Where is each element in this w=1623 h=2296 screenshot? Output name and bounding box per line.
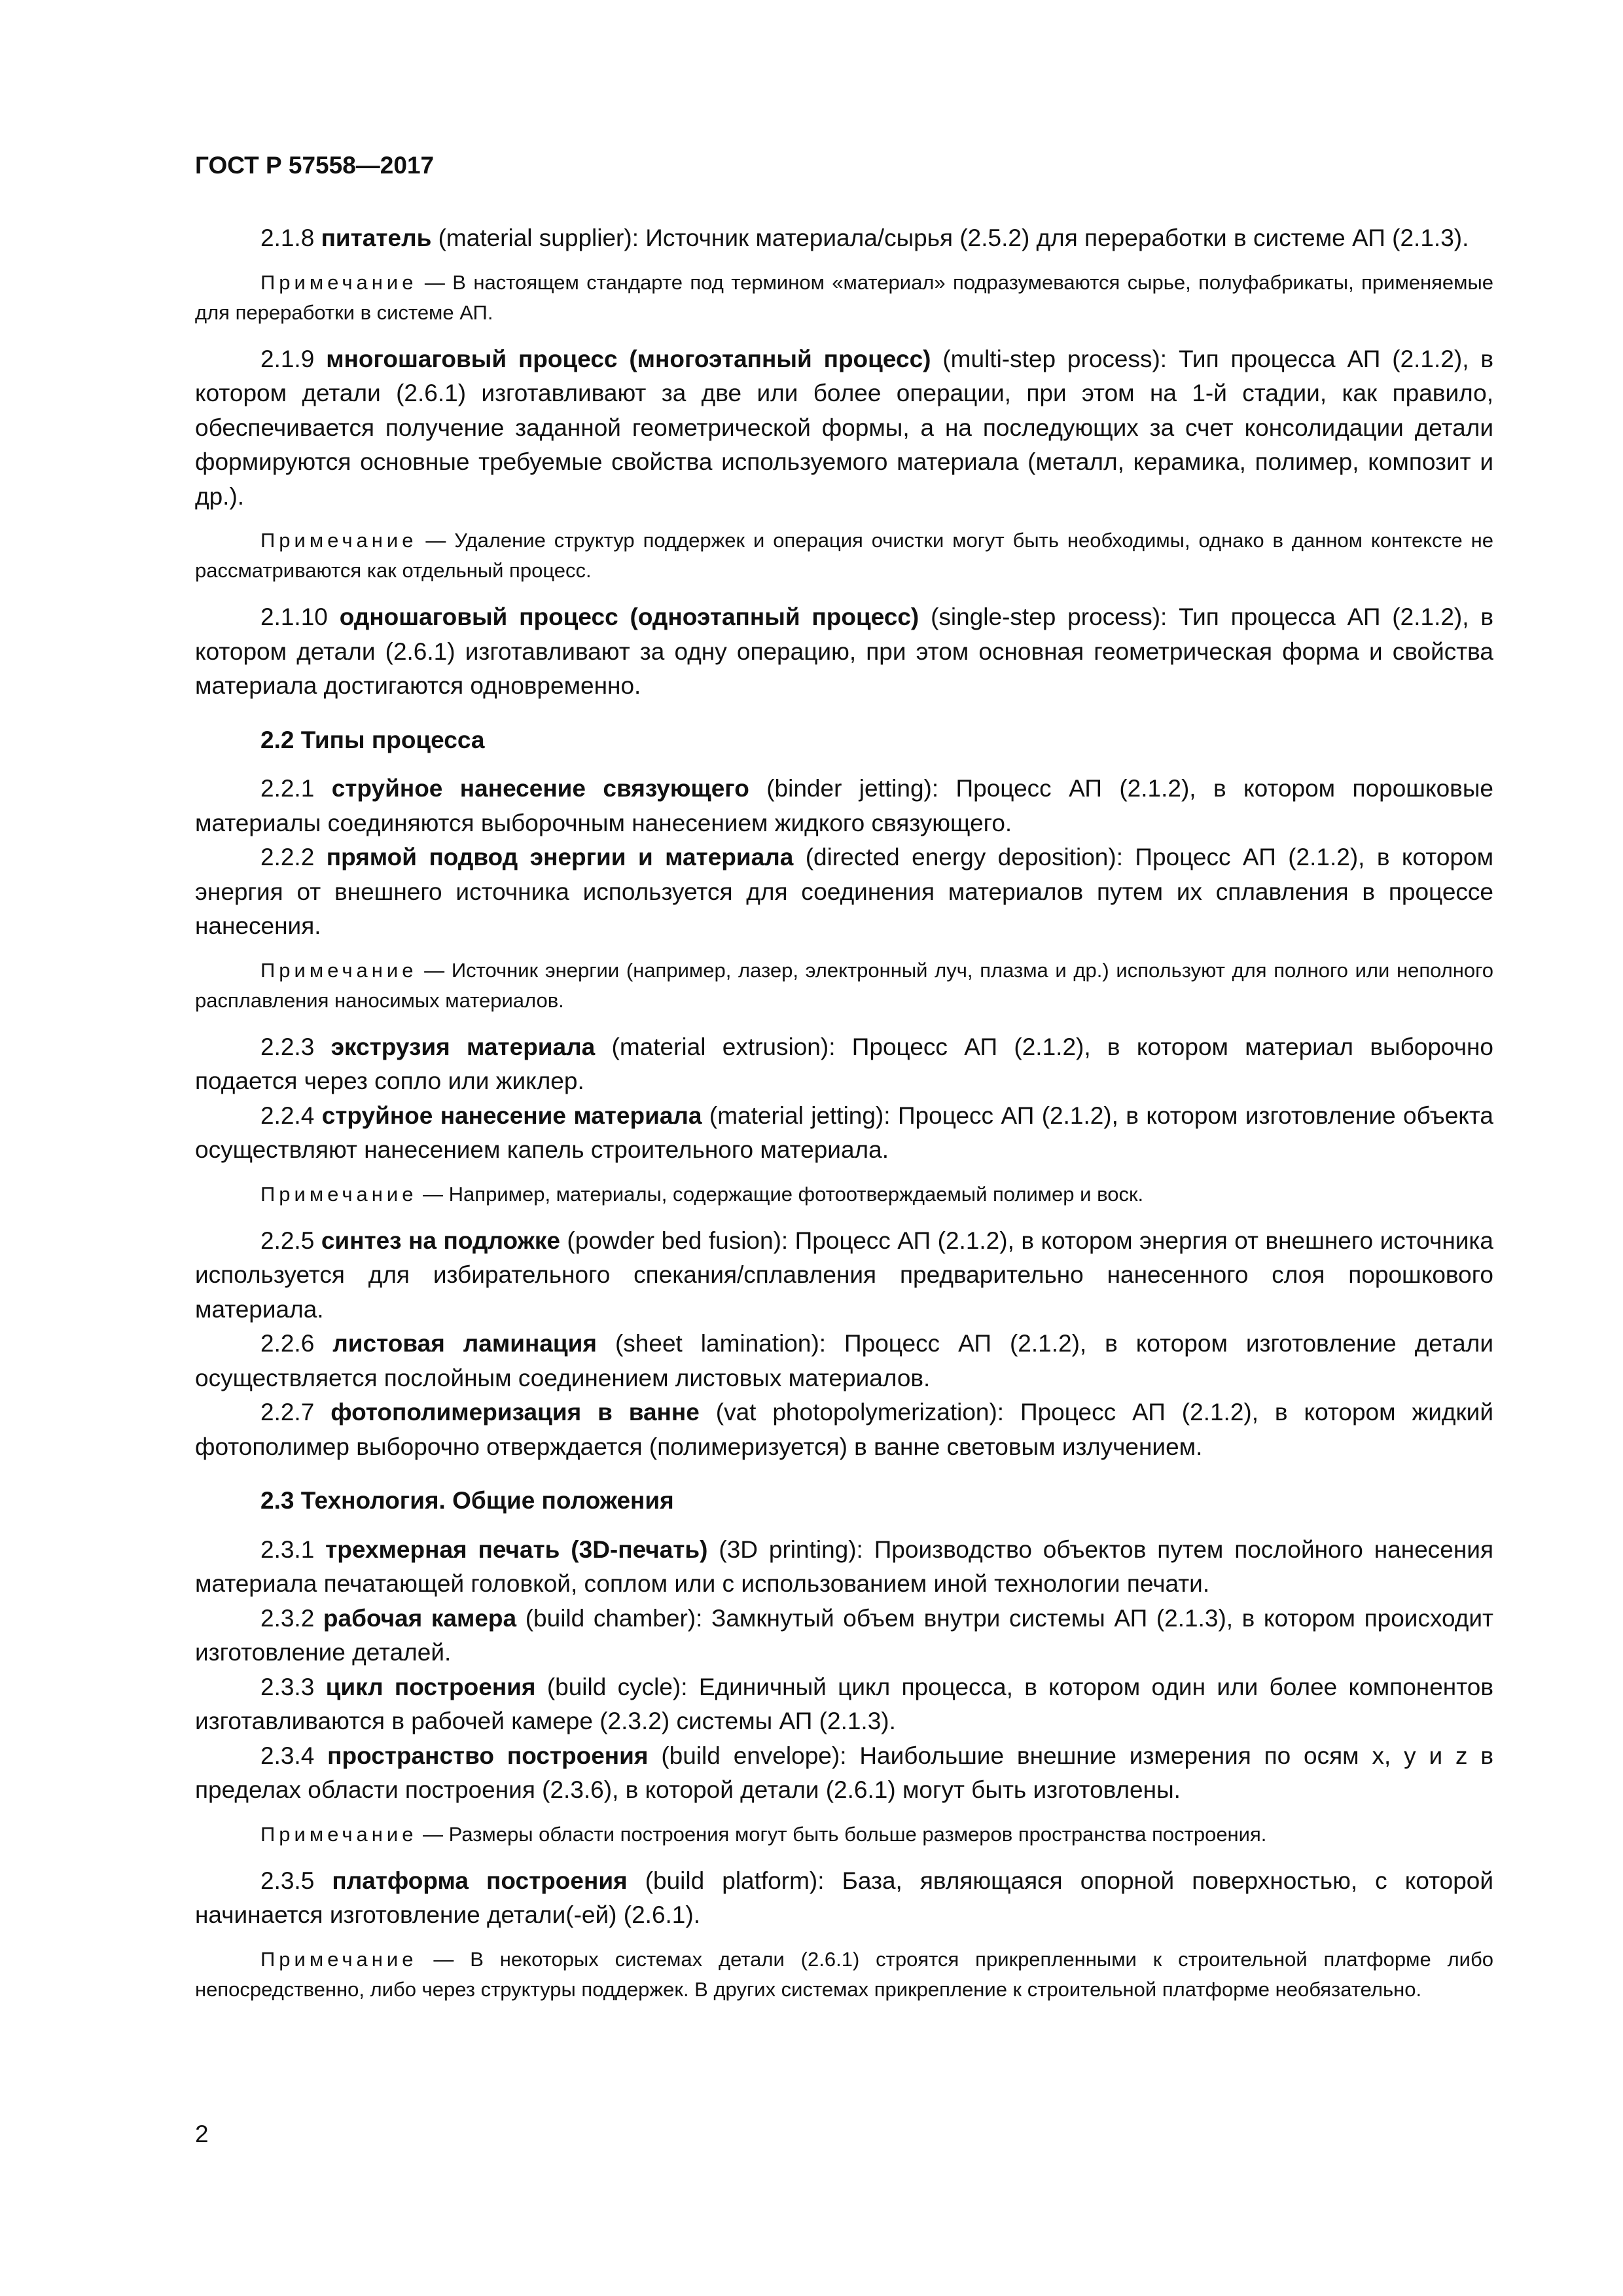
definition-text: (sheet lamination): Процесс АП (2.1.2), в котором изготовление детали осуществляется послойным соединением листовых материалов. <box>195 1330 1493 1391</box>
section-number: 2.2 <box>260 726 294 753</box>
term: струйное нанесение материала <box>321 1102 702 1129</box>
clause-number: 2.3.3 <box>260 1673 315 1700</box>
term: прямой подвод энергии и материала <box>326 844 794 870</box>
page-number: 2 <box>195 2121 209 2147</box>
term-definition <box>195 342 1493 514</box>
term-definition <box>195 600 1493 704</box>
term: экструзия материала <box>330 1033 596 1060</box>
note-text: В настоящем стандарте под термином «материал» подразумеваются сырье, полуфабрикаты, применяемые для переработки в системе АП. <box>195 270 1493 324</box>
clause-number: 2.1.10 <box>260 603 328 630</box>
document-body <box>195 221 1493 2019</box>
term: листовая ламинация <box>332 1330 597 1357</box>
definition-text: (build envelope): Наибольшие внешние измерения по осям x, y и z в пределах области построения (2.3.6), в которой детали (2.6.1) могут быть изготовлены. <box>195 1742 1494 1803</box>
section-title: Типы процесса <box>300 726 485 753</box>
clause-number: 2.3.5 <box>260 1867 315 1894</box>
note-label: Примечание <box>260 1822 418 1846</box>
note-text: Размеры области построения могут быть больше размеров пространства построения. <box>448 1822 1267 1846</box>
note <box>195 268 1493 328</box>
definition-text: (material extrusion): Процесс АП (2.1.2), в котором материал выборочно подается через сопло или жиклер. <box>195 1033 1493 1094</box>
term-definition <box>195 1864 1493 1933</box>
term: пространство построения <box>327 1742 649 1769</box>
definition-text: (directed energy deposition): Процесс АП (2.1.2), в котором энергия от внешнего источника используется для соединения материалов путем их сплавления в процессе нанесения. <box>195 844 1494 939</box>
term-definition <box>195 1395 1493 1464</box>
clause-number: 2.2.1 <box>260 775 315 802</box>
note-text: Например, материалы, содержащие фотоотверждаемый полимер и воск. <box>448 1182 1144 1206</box>
term-definition <box>195 1224 1493 1327</box>
note-label: Примечание <box>260 1182 418 1206</box>
section-heading <box>195 723 1493 758</box>
note-label: Примечание <box>260 1947 418 1971</box>
note-text: Источник энергии (например, лазер, электронный луч, плазма и др.) используют для полного или неполного расплавления наносимых материалов. <box>195 958 1493 1012</box>
term: рабочая камера <box>323 1604 517 1632</box>
section-title: Технология. Общие положения <box>300 1487 674 1514</box>
note-dash: — <box>417 1182 449 1206</box>
note-text: В некоторых системах детали (2.6.1) строятся прикрепленными к строительной платформе либо непосредственно, либо через структуры поддержек. В других системах прикрепление к строительной платформе необязательно. <box>195 1947 1493 2001</box>
term: струйное нанесение связующего <box>331 775 749 802</box>
document-code: ГОСТ Р 57558—2017 <box>195 152 435 179</box>
term-definition <box>195 1602 1493 1670</box>
clause-number: 2.2.2 <box>260 844 315 870</box>
clause-number: 2.2.4 <box>260 1102 315 1129</box>
note-dash: — <box>417 270 453 294</box>
definition-text: (build chamber): Замкнутый объем внутри системы АП (2.1.3), в котором происходит изготовление деталей. <box>195 1604 1494 1666</box>
note-dash: — <box>417 1947 471 1971</box>
clause-number: 2.1.9 <box>260 345 315 372</box>
definition-text: (multi-step process): Тип процесса АП (2.1.2), в котором детали (2.6.1) изготавливают за две или более операции, при этом на 1-й стадии, как правило, обеспечивается получение заданной геометрической формы, а на последующих за счет консолидации детали формируются основные требуемые свойства используемого материала (металл, керамика, полимер, композит и др.). <box>195 345 1494 510</box>
clause-number: 2.3.1 <box>260 1535 315 1563</box>
note-label: Примечание <box>260 958 418 982</box>
note <box>195 1820 1493 1850</box>
term-definition <box>195 772 1493 840</box>
term-definition <box>195 1099 1493 1168</box>
definition-text: (binder jetting): Процесс АП (2.1.2), в котором порошковые материалы соединяются выборочным нанесением жидкого связующего. <box>195 775 1493 836</box>
note <box>195 1945 1493 2005</box>
clause-number: 2.2.6 <box>260 1330 315 1357</box>
term: платформа построения <box>332 1867 628 1894</box>
section-heading <box>195 1484 1493 1518</box>
clause-number: 2.1.8 <box>260 224 315 251</box>
term-definition <box>195 1030 1493 1099</box>
definition-text: (build cycle): Единичный цикл процесса, в котором один или более компонентов изготавливаются в рабочей камере (2.3.2) системы АП (2.1.3). <box>195 1673 1494 1734</box>
term: питатель <box>321 224 432 251</box>
term: фотополимеризация в ванне <box>330 1399 700 1426</box>
clause-number: 2.2.3 <box>260 1033 315 1060</box>
clause-number: 2.3.4 <box>260 1742 315 1769</box>
definition-text: (3D printing): Производство объектов путем послойного нанесения материала печатающей головкой, соплом или с использованием иной технологии печати. <box>195 1535 1493 1597</box>
definition-text: (material jetting): Процесс АП (2.1.2), в котором изготовление объекта осуществляют нанесением капель строительного материала. <box>195 1102 1494 1163</box>
note-dash: — <box>417 1822 449 1846</box>
clause-number: 2.2.5 <box>260 1227 315 1254</box>
term: цикл построения <box>325 1673 536 1700</box>
term-definition <box>195 1739 1493 1808</box>
term-definition <box>195 221 1493 256</box>
section-number: 2.3 <box>260 1487 294 1514</box>
note <box>195 956 1493 1016</box>
definition-text: (material supplier): Источник материала/сырья (2.5.2) для переработки в системе АП (2.1.3). <box>431 224 1469 251</box>
term: синтез на подложке <box>321 1227 560 1254</box>
term: трехмерная печать (3D-печать) <box>325 1535 708 1563</box>
note-dash: — <box>417 529 455 552</box>
definition-text: (powder bed fusion): Процесс АП (2.1.2), в котором энергия от внешнего источника используется для избирательного спекания/сплавления предварительно нанесенного слоя порошкового материала. <box>195 1227 1494 1323</box>
note-dash: — <box>417 958 452 982</box>
note-label: Примечание <box>260 529 418 552</box>
note <box>195 1179 1493 1210</box>
term-definition <box>195 1670 1493 1739</box>
clause-number: 2.3.2 <box>260 1604 315 1632</box>
definition-text: (single-step process): Тип процесса АП (2.1.2), в котором детали (2.6.1) изготавливают за одну операцию, при этом основная геометрическая форма и свойства материала достигаются одновременно. <box>195 603 1494 699</box>
note <box>195 526 1493 586</box>
term-definition <box>195 1327 1493 1395</box>
note-label: Примечание <box>260 270 418 294</box>
term: многошаговый процесс (многоэтапный процесс) <box>326 345 931 372</box>
clause-number: 2.2.7 <box>260 1399 315 1426</box>
definition-text: (vat photopolymerization): Процесс АП (2.1.2), в котором жидкий фотополимер выборочно отверждается (полимеризуется) в ванне световым излучением. <box>195 1399 1494 1460</box>
term: одношаговый процесс (одноэтапный процесс) <box>339 603 919 630</box>
term-definition <box>195 840 1493 944</box>
term-definition <box>195 1533 1493 1602</box>
note-text: Удаление структур поддержек и операция очистки могут быть необходимы, однако в данном контексте не рассматриваются как отдельный процесс. <box>195 529 1494 582</box>
definition-text: (build platform): База, являющаяся опорной поверхностью, с которой начинается изготовление детали(-ей) (2.6.1). <box>195 1867 1494 1928</box>
